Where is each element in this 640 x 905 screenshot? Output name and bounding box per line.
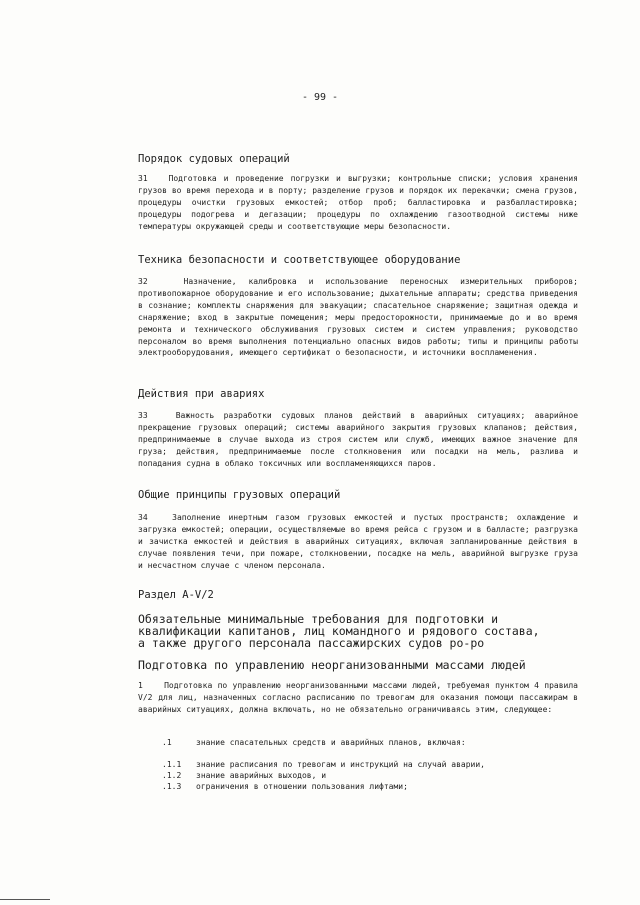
paragraph-1 bbox=[138, 680, 578, 716]
list-item-text: ограничения в отношении пользования лифтами; bbox=[196, 782, 408, 791]
section-heading-safety: Техника безопасности и соответствующее оборудование bbox=[138, 254, 461, 266]
paragraph-31 bbox=[138, 173, 578, 233]
list-item-text: знание спасательных средств и аварийных планов, включая: bbox=[196, 738, 466, 747]
title-line-3: а также другого персонала пассажирских судов ро-ро bbox=[138, 636, 485, 650]
paragraph-text: Важность разработки судовых планов действий в аварийных ситуациях; аварийное прекращение грузовых операций; системы аварийного закрытия грузовых клапанов; действия, предпринимаемые в случае выхода из строя систем или служб, имеющих важное значение для груза; действия, предпринимаемые после столкновения или посадки на мель, разлива и попадания судна в облако токсичных или воспламеняющихся паров. bbox=[138, 411, 579, 468]
section-heading-general-principles: Общие принципы грузовых операций bbox=[138, 489, 341, 501]
paragraph-number: 33 bbox=[138, 411, 148, 420]
paragraph-number: 34 bbox=[138, 513, 148, 522]
section-heading-emergency: Действия при авариях bbox=[138, 388, 265, 400]
title-line-2: квалификации капитанов, лиц командного и рядового состава, bbox=[138, 624, 540, 638]
title-line-1: Обязательные минимальные требования для подготовки и bbox=[138, 612, 499, 626]
paragraph-34 bbox=[138, 512, 578, 572]
paragraph-text: Подготовка и проведение погрузки и выгрузки; контрольные списки; условия хранения грузов во время перехода и в порту; разделение грузов и порядок их перекачки; смена грузов, процедуры очистки грузовых емкостей; отбор проб; балластировка и разбалластировка; процедуры подогрева и дегазации; процедуры по охлаждению газоотводной системы ниже температуры окружающей среды и соответствующие меры безопасности. bbox=[138, 174, 578, 231]
paragraph-33 bbox=[138, 410, 578, 470]
list-item bbox=[138, 760, 485, 769]
list-item-text: знание аварийных выходов, и bbox=[196, 771, 327, 780]
paragraph-32 bbox=[138, 276, 578, 359]
paragraph-number: 1 bbox=[138, 681, 143, 690]
list-item-number: .1.1 bbox=[162, 760, 182, 769]
list-item-number: .1 bbox=[162, 738, 172, 747]
page-number: - 99 - bbox=[301, 92, 339, 103]
list-item bbox=[138, 738, 466, 747]
subheading-crowd-management: Подготовка по управлению неорганизованными массами людей bbox=[138, 658, 526, 672]
paragraph-text: Подготовка по управлению неорганизованными массами людей, требуемая пунктом 4 правила V/2 для лиц, назначенных согласно расписанию по тревогам для оказания помощи пассажирам в аварийных ситуациях, должна включать, но не обязательно ограничиваясь этим, следующее: bbox=[138, 681, 578, 714]
list-item bbox=[138, 771, 326, 780]
list-item-number: .1.2 bbox=[162, 771, 182, 780]
paragraph-number: 32 bbox=[138, 277, 148, 286]
list-item bbox=[138, 782, 408, 791]
list-item-number: .1.3 bbox=[162, 782, 182, 791]
list-item-text: знание расписания по тревогам и инструкций на случай аварии, bbox=[196, 760, 485, 769]
paragraph-text: Назначение, калибровка и использование переносных измерительных приборов; противопожарное оборудование и его использование; дыхательные аппараты; средства приведения в сознание; комплекты снаряжения для эвакуации; спасательное снаряжение; защитная одежда и снаряжение; вход в закрытые помещения; меры предосторожности, принимаемые до и во время ремонта и технического обслуживания грузовых систем и систем управления; руководство персоналом во время выполнения потенциально опасных видов работы; типы и принципы работы электрооборудования, имеющего сертификат о безопасности, и источники воспламенения. bbox=[138, 277, 578, 358]
paragraph-text: Заполнение инертным газом грузовых емкостей и пустых пространств; охлаждение и загрузка емкостей; операции, осуществляемые во время рейса с грузом и в балласте; разгрузка и зачистка емкостей и действия в аварийных ситуациях, включая запланированные действия в случае появления течи, при пожаре, столкновении, посадке на мель, аварийной выгрузке груза и несчастном случае с членом персонала. bbox=[138, 513, 578, 570]
section-label: Раздел A-V/2 bbox=[138, 589, 214, 601]
scan-edge-line bbox=[0, 899, 50, 900]
section-heading-cargo-ops: Порядок судовых операций bbox=[138, 153, 290, 165]
paragraph-number: 31 bbox=[138, 174, 148, 183]
